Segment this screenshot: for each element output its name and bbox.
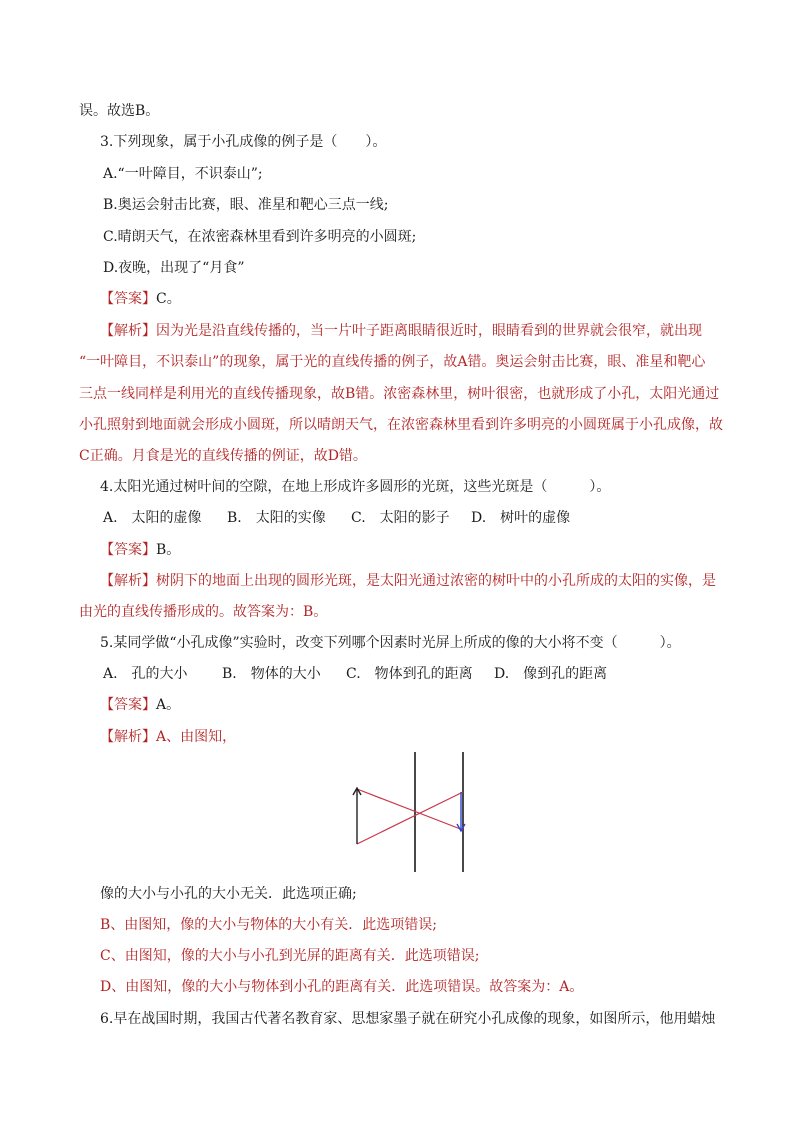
answer-value: A。 [156, 697, 181, 713]
options-row [103, 664, 607, 684]
explanation-text: D、由图知，像的大小与物体到小孔的距离有关．此选项错误。故答案为：A。 [100, 979, 584, 995]
option-b: B. 物体的大小 [222, 666, 321, 682]
answer-tag: 【答案】 [100, 697, 156, 713]
options-row [103, 508, 570, 528]
text-line: 误。故选B。 [79, 103, 160, 119]
light-ray-lower [357, 792, 463, 844]
answer-value: B。 [156, 542, 181, 558]
explanation-line [100, 571, 716, 591]
question-4: 4.太阳光通过树叶间的空隙，在地上形成许多圆形的光斑，这些光斑是（ ）。 [100, 479, 611, 495]
option-c: C.晴朗天气，在浓密森林里看到许多明亮的小圆斑; [103, 229, 417, 245]
explanation-text: “一叶障目，不识泰山”的现象，属于光的直线传播的例子，故A错。奥运会射击比赛，眼、准星和靶心 [79, 354, 706, 370]
option-c: C. 太阳的影子 [351, 510, 450, 526]
option-a: A.“一叶障目，不识泰山”; [103, 166, 263, 182]
answer-line [100, 289, 181, 309]
explanation-tag: 【解析】 [100, 729, 156, 745]
explanation-text: 由光的直线传播形成的。故答案为：B。 [79, 604, 328, 620]
explanation-text: C、由图知，像的大小与小孔到光屏的距离有关．此选项错误; [100, 948, 480, 964]
question-3: 3.下列现象，属于小孔成像的例子是（ ）。 [100, 134, 387, 150]
answer-line [100, 540, 180, 560]
question-6: 6.早在战国时期，我国古代著名教育家、思想家墨子就在研究小孔成像的现象，如图所示，他用蜡烛 [100, 1011, 716, 1027]
option-d: D. 像到孔的距离 [494, 666, 608, 682]
option-a: A. 太阳的虚像 [103, 510, 202, 526]
option-b: B. 太阳的实像 [227, 510, 326, 526]
option-d: D.夜晚，出现了“月食” [103, 260, 245, 276]
option-a: A. 孔的大小 [103, 666, 188, 682]
explanation-tag: 【解析】 [100, 323, 156, 339]
explanation-text: 树阴下的地面上出现的圆形光斑，是太阳光通过浓密的树叶中的小孔所成的太阳的实像，是 [156, 573, 716, 589]
explanation-text: C正确。月食是光的直线传播的例证，故D错。 [79, 448, 367, 464]
question-5: 5.某同学做“小孔成像”实验时，改变下列哪个因素时光屏上所成的像的大小将不变（ ）。 [100, 635, 681, 651]
option-b: B.奥运会射击比赛，眼、准星和靶心三点一线; [103, 197, 389, 213]
light-ray-upper [357, 789, 463, 830]
explanation-text: 三点一线同样是利用光的直线传播现象，故B错。浓密森林里，树叶很密，也就形成了小孔，太阳光通过 [79, 386, 720, 402]
answer-tag: 【答案】 [100, 542, 156, 558]
explanation-tag: 【解析】 [100, 573, 156, 589]
explanation-line [100, 321, 702, 341]
explanation-line [100, 727, 236, 747]
explanation-text: A、由图知， [156, 729, 237, 745]
explanation-text: 像的大小与小孔的大小无关．此选项正确; [100, 886, 357, 902]
pinhole-diagram [345, 752, 480, 874]
explanation-text: B、由图知，像的大小与物体的大小有关．此选项错误; [100, 917, 438, 933]
answer-line [100, 695, 180, 715]
answer-tag: 【答案】 [100, 291, 156, 307]
explanation-text: 因为光是沿直线传播的，当一片叶子距离眼睛很近时，眼睛看到的世界就会很窄，就出现 [156, 323, 702, 339]
answer-value: C。 [156, 291, 181, 307]
option-d: D. 树叶的虚像 [471, 510, 571, 526]
explanation-text: 小孔照射到地面就会形成小圆斑，所以晴朗天气，在浓密森林里看到许多明亮的小圆斑属于小孔成像，故 [79, 417, 723, 433]
option-c: C. 物体到孔的距离 [346, 666, 473, 682]
